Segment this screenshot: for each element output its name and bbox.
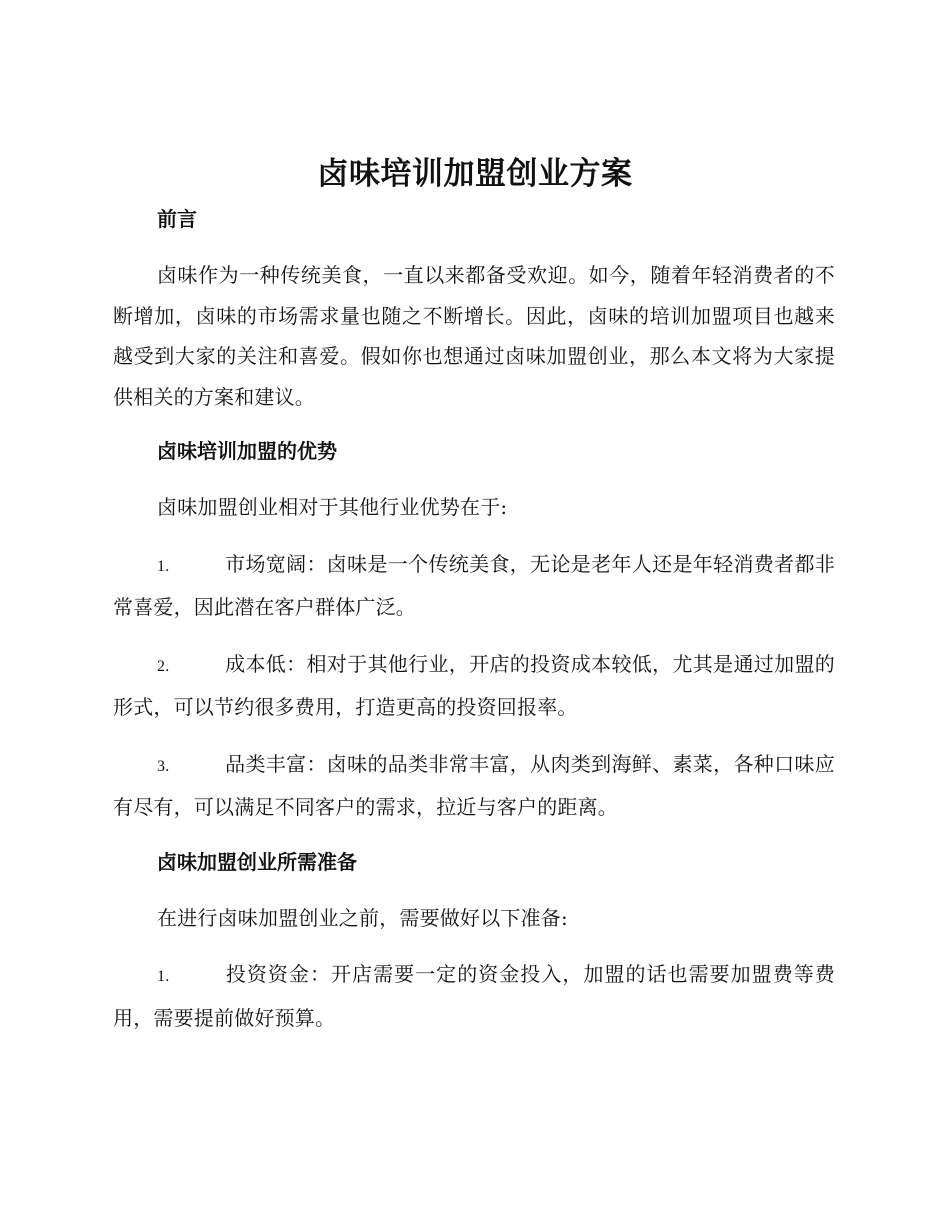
list-item [113, 644, 835, 728]
list-item [113, 954, 835, 1038]
list-item [113, 544, 835, 628]
list-item-text: 市场宽阔：卤味是一个传统美食，无论是老年人还是年轻消费者都非常喜爱，因此潜在客户群体广泛。 [113, 551, 835, 619]
section-heading-advantages: 卤味培训加盟的优势 [157, 439, 337, 463]
document-body [113, 199, 835, 1038]
list-item-text: 品类丰富：卤味的品类非常丰富，从肉类到海鲜、素菜，各种口味应有尽有，可以满足不同客户的需求，拉近与客户的距离。 [113, 751, 835, 819]
advantages-intro: 卤味加盟创业相对于其他行业优势在于: [157, 495, 508, 519]
section-heading-preparation: 卤味加盟创业所需准备 [157, 849, 357, 874]
list-item-text: 投资资金：开店需要一定的资金投入，加盟的话也需要加盟费等费用，需要提前做好预算。 [113, 962, 835, 1030]
list-item-number: 1. [157, 557, 170, 575]
list-item-number: 1. [157, 968, 170, 985]
list-item-number: 2. [157, 657, 170, 675]
list-item-number: 3. [157, 757, 170, 775]
document-title: 卤味培训加盟创业方案 [317, 156, 633, 192]
section-heading-preface: 前言 [157, 207, 197, 231]
preface-paragraph: 卤味作为一种传统美食，一直以来都备受欢迎。如今，随着年轻消费者的不断增加，卤味的市场需求量也随之不断增长。因此，卤味的培训加盟项目也越来越受到大家的关注和喜爱。假如你也想通过卤味加盟创业，那么本文将为大家提供相关的方案和建议。 [113, 263, 835, 409]
list-item [113, 744, 835, 828]
list-item-text: 成本低：相对于其他行业，开店的投资成本较低，尤其是通过加盟的形式，可以节约很多费用，打造更高的投资回报率。 [113, 651, 835, 719]
preparation-intro: 在进行卤味加盟创业之前，需要做好以下准备: [157, 905, 568, 930]
